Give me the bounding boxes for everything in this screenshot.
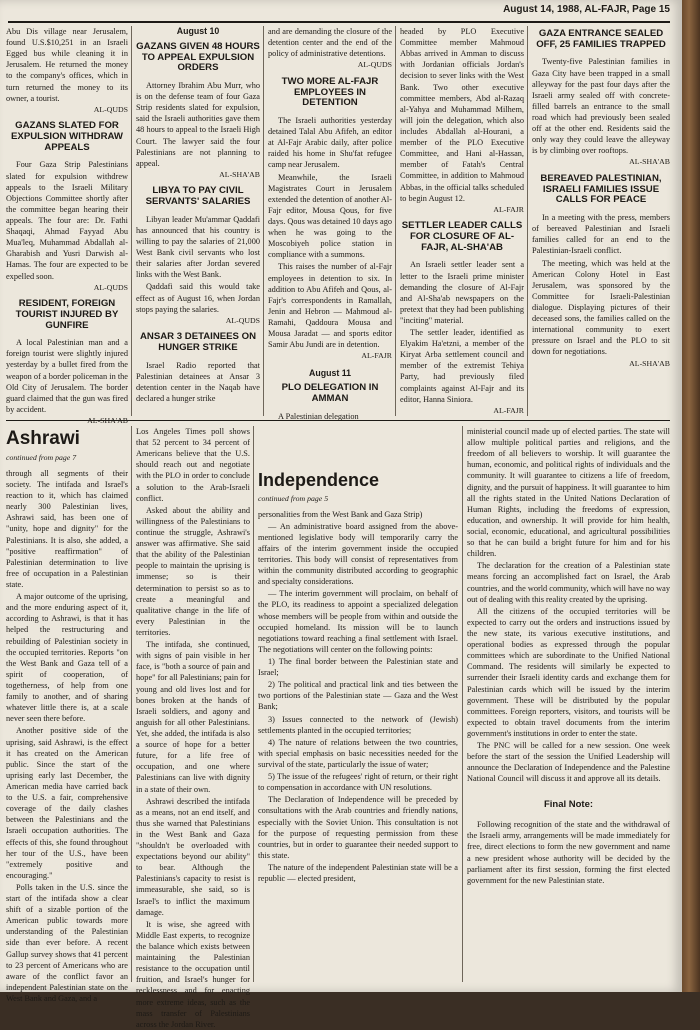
final-note-title: Final Note: — [543, 798, 594, 810]
article-paragraph: The intifada, she continued, with signs of pain visible in her face, is "both a source of pain and hope" for all Palestinians; pain for young and old lives lost and for bones broken at the hands of Israeli soldiers, and agony and anguish for all other Palestinians. Yet, she added, the intifada is also a source of hope for a better future, for a life free of occupation, and one where Palestinians can live with dignity in a state of their own. — [136, 640, 250, 794]
header-rule — [8, 21, 670, 23]
article-paragraph: personalities from the West Bank and Gaza Strip) — [258, 509, 423, 519]
article-paragraph: The Israeli authorities yesterday detained Talal Abu Afifeh, an editor at Al-Fajr Arabic daily, after police raided his home in Shu'fat refugee camp near Jerusalem. — [268, 115, 392, 170]
article-paragraph: A local Palestinian man and a foreign tourist were slightly injured yesterday by a bullet fired from the weapon of a border policeman in the Old City of Jerusalem. The border guard claimed that the gun was fired by accident. — [6, 338, 128, 414]
article-paragraph: In a meeting with the press, members of bereaved Palestinian and Israeli families called for an end to the Palestinian-Israeli conflict. — [532, 213, 670, 256]
article-paragraph: Four Gaza Strip Palestinians slated for expulsion withdrew appeals to the Israeli Military Objections Committee shortly after the committee began hearing their appeals. The four are: Dr. Fathi Shaqaqi, Ahmad Fayyad Abu Mua'leq, Muhammad Abdallah al-Gharabish and Yusri Darwish al-Hamas. The four are expected to be expelled soon. — [6, 160, 128, 281]
ashrawi-title: Ashrawi — [6, 428, 80, 449]
top-column-4 — [400, 26, 524, 414]
article-paragraph: 4) The nature of relations between the two countries, with special emphasis on basic necessities needed for the survival of the state, particularly the issue of water; — [258, 737, 458, 769]
article-paragraph: A Palestinian delegation — [278, 411, 359, 421]
article-paragraph: The Declaration of Independence will be preceded by consultations with the Arab countries and friendly nations, especially with the Soviet Union. This consultation is not for the purpose of requesting permission from these countries, but in order to guarantee their needed support to this state. — [258, 795, 458, 860]
top-column-1 — [6, 26, 128, 426]
book-binding — [682, 0, 700, 992]
independence-column-1 — [258, 426, 458, 982]
article-paragraph: headed by PLO Executive Committee member Mahmoud Abbas arrived in Amman to discuss with Jordanian officials Jordan's decision to sever links with the West Bank. Two other executive committee members, Abd al-Razaq al-Yahya and Muhammad Milhem, will join the delegation, which also includes Abdallah al-Hourani, a member of the PLO Executive Committee, and Hani al-Hassan, member of Fatah's Central Committee, in addition to Mahmoud Abbas, in the official talks scheduled to begin August 12. — [400, 27, 524, 203]
page-header — [8, 4, 670, 15]
column-rule — [253, 426, 254, 982]
article-paragraph: Los Angeles Times poll shows that 52 percent to 34 percent of Americans believe that the U.S. should reach out and negotiate with the PLO in order to conclude a solution to the Arab-Israeli conflict. — [136, 427, 250, 503]
headline-alfajr-employees: TWO MORE AL-FAJR EMPLOYEES IN DETENTION — [281, 75, 379, 109]
article-paragraph: Attorney Ibrahim Abu Murr, who is on the defense team of four Gaza Strip residents slated for expulsion, said the Israeli authorities gave them 48 hours to appeal to the Israeli High Court. The lawyer said the four Palestinians are not planning to appeal. — [136, 80, 260, 168]
article-paragraph: Following recognition of the state and the withdrawal of the Israeli army, arrangements will be made immediately for free, direct elections to form the new government and name a new president whose authority will be decided by the parliament after its first session, forming the first elected government for the new Palestinian state. — [467, 820, 670, 885]
ashrawi-column-2 — [136, 426, 250, 1029]
article-paragraph: — An administrative board assigned from the above-mentioned legislative body will temporarily carry the affairs of the interim government inside the occupied territories. This body will consist of representatives from within the community distributed according to geographic and specialty considerations. — [258, 521, 458, 587]
article-paragraph: ministerial council made up of elected parties. The state will allow multiple political parties and religions, and the freedom of all believers to worship. It will guarantee the human, economic, and political rights of individuals and the community. It will guarantee to citizens a life of freedom, dignity, and the pursuit of happiness. It will guarantee to him all the rights stated in the United Nations Declaration of Human Rights, including the freedoms of expression, education, and ownership. It will provide for him health, social, economic, educational, and agricultural possibilities so that he can build a bright future for him and for his children. — [467, 427, 670, 559]
article-source: AL-QUDS — [225, 315, 260, 325]
article-source: AL-SHA'AB — [219, 169, 260, 179]
article-paragraph: and are demanding the closure of the detention center and the end of the policy of administrative detentions. — [268, 27, 392, 59]
article-paragraph: The declaration for the creation of a Palestinian state means forcing an accomplished fact on Israel, the Arab countries, and the world community, which will have no way out of dealing with this reality created by the uprising. — [467, 561, 670, 604]
section-rule — [6, 420, 670, 421]
column-rule — [395, 26, 396, 416]
article-paragraph: 1) The final border between the Palestinian state and Israel; — [258, 656, 458, 678]
article-paragraph: Asked about the ability and willingness of the Palestinians to continue the struggle, Ashrawi's answer was affirmative. She said that the ability of the Palestinian people to maintain the uprising is immense; so is their determination to persist so as to create a meaningful and qualitative change in the life of every Palestinian in the territories. — [136, 505, 250, 637]
article-source: AL-FAJR — [493, 405, 524, 415]
article-paragraph: All the citizens of the occupied territories will be expected to carry out the orders and instructions issued by the new state, its various executive institutions, and operational bodies as expressed through the popular committees which are subordinate to the Unified National Command. The residents will similarly be expected to surrender their Israeli identity cards and exchange them for Palestinian cards which will be issued by the interim government. These will be distributed by the popular committees. Foreign reporters, visitors, and tourists will be expected to obtain travel documents from the interim government's institutions in order to enter the state. — [467, 606, 670, 738]
article-paragraph: 3) Issues connected to the network of (Jewish) settlements planted in the occupied territories; — [258, 714, 458, 735]
article-paragraph: Polls taken in the U.S. since the start of the intifada show a clear shift of a sizable portion of the American public towards more understanding of the Palestinian side than ever before. A recent Gallup survey shows that 41 percent to 23 percent of Americans who are aware of the conflict favor an independent Palestinian state on the West Bank and Gaza, and a — [6, 882, 128, 1004]
headline-bereaved-families: BEREAVED PALESTINIAN, ISRAELI FAMILIES ISSUE CALLS FOR PEACE — [540, 172, 662, 206]
article-source: AL-QUDS — [93, 104, 128, 114]
article-paragraph: The settler leader, identified as Elyakim Ha'etzni, a member of the Kiryat Arba settlement council and member of the extremist Tehiya Party, had previously filed complaints against Al-Fajr and its editor, Hanna Siniora. — [400, 328, 524, 404]
article-paragraph: This raises the number of al-Fajr employees in detention to six. In addition to Abu Afifeh and Qous, al-Fajr's correspondents in Ramallah, Jenin and Hebron — Mahmoud al-Ramahi, Qaddoura Mousa and Mousa Jaradat — and sports editor Samir Abu Jundi are in detention. — [268, 262, 392, 350]
article-source: AL-SHA'AB — [629, 358, 670, 368]
article-paragraph: Ashrawi described the intifada as a means, not an end itself, and thus she warned that Palestinians in the West Bank and Gaza "shouldn't be overloaded with expectations beyond our ability" to bear. Although the Palestinians's capacity to resist is immeasurable, she said, so is Israel's to inflict the maximum damage. — [136, 796, 250, 917]
column-rule — [462, 426, 463, 982]
article-paragraph: Meanwhile, the Israeli Magistrates Court in Jerusalem extended the detention of another Al-Fajr editor, Mousa Qous, for five days. Qous was detained 10 days ago when he was going to the Moscobiyeh police station in compliance with a summons. — [268, 172, 392, 260]
column-rule — [131, 426, 132, 982]
ashrawi-column-1 — [6, 426, 128, 1004]
continued-line: continued from page 7 — [6, 453, 77, 463]
article-paragraph: through all segments of their society. The intifada and Israel's reaction to it, which has claimed nearly 300 Palestinian lives, Ashrawi said, has been one of "unity, hope and dignity" for the Palestinians. It is also, she added, a "positive reaffirmation" of Palestinian determination to live free of occupation in a Palestinian state. — [6, 468, 128, 589]
headline-ansar-hunger-strike: ANSAR 3 DETAINEES ON HUNGER STRIKE — [139, 331, 257, 353]
spacer — [258, 426, 458, 468]
article-paragraph: — The interim government will proclaim, on behalf of the PLO, its readiness to appoint a specialized delegation whose members will be people from within and outside the occupied homeland. Its mission will be to launch negotiations toward reaching a final settlement with Israel. The negotiations will center on the following points: — [258, 589, 458, 654]
headline-libya-salaries: LIBYA TO PAY CIVIL SERVANTS' SALARIES — [145, 185, 251, 208]
headline-gazans-withdraw-appeals: GAZANS SLATED FOR EXPULSION WITHDRAW APPEALS — [11, 120, 123, 153]
article-source: AL-SHA'AB — [629, 157, 670, 167]
continued-line: continued from page 5 — [258, 494, 329, 504]
top-column-5 — [532, 26, 670, 414]
article-paragraph: The PNC will be called for a new session. One week before the start of the session the Unified Leadership will announce the Declaration of Independence and the Palestine National Council will discuss it and approve all its details. — [467, 741, 670, 784]
headline-tourist-injured: RESIDENT, FOREIGN TOURIST INJURED BY GUNFIRE — [15, 298, 119, 331]
article-paragraph: Twenty-five Palestinian families in Gaza City have been trapped in a small alleyway for the past four days after the Israeli army sealed off with concrete-filled barrels an entrance to the small road which had previously been sealed off at the other end. Residents said the only way they could leave the alleyway is by climbing over rooftops. — [532, 57, 670, 156]
article-source: AL-QUDS — [93, 282, 128, 292]
dateline: August 10 — [176, 26, 220, 36]
article-paragraph: Abu Dis village near Jerusalem, found U.S.$10,251 in an Israeli Egged bus while cleaning it in Jerusalem. He returned the money to the company's offices, which in turn returned the money to its owner, a tourist. — [6, 27, 128, 103]
article-paragraph: Another positive side of the uprising, said Ashrawi, is the effect it has created on the American public. Since the start of the uprising early last December, the American media have carried back to the U.S. a fair, comprehensive coverage of the daily clashes between the Palestinians and the Israeli occupation authorities. The effects of this, she found throughout her tour of the U.S., have been "extremely positive and encouraging." — [6, 726, 128, 880]
headline-plo-delegation: PLO DELEGATION IN AMMAN — [281, 382, 379, 405]
independence-title: Independence — [258, 470, 380, 490]
article-source: AL-QUDS — [357, 60, 392, 70]
column-rule — [527, 26, 528, 416]
article-paragraph: The nature of the independent Palestinian state will be a republic — elected president, — [258, 862, 458, 884]
article-source: AL-FAJR — [493, 204, 524, 214]
article-paragraph: The meeting, which was held at the American Colony Hotel in East Jerusalem, was sponsored by the Committee for Israeli-Palestinian dialogue. Displaying pictures of their deceased sons, the families called on the international community to exert pressure on Israel and the PLO to sit down for negotiations. — [532, 258, 670, 357]
independence-column-2 — [467, 426, 670, 982]
column-rule — [263, 26, 264, 416]
article-paragraph: An Israeli settler leader sent a letter to the Israeli prime minister demanding the closure of Al-Fajr and Al-Sha'ab newspapers on the pretext that they had been publishing "inciting" material. — [400, 260, 524, 325]
top-column-2 — [136, 26, 260, 414]
article-paragraph: It is wise, she agreed with Middle East experts, to recognize the balance which exists between maintaining the Palestinian resistance to the occupation until fruition, and Israel's hunger for recklessness and for enacting more extreme ideas, such as the mass transfer of Palestinians across the Jordan River. — [136, 919, 250, 1029]
article-paragraph: Libyan leader Mu'ammar Qaddafi has announced that his country is willing to pay the salaries of 21,000 West Bank civil servants who lost their salaries after Jordan severed links with the West Bank. — [136, 214, 260, 280]
article-paragraph: Israel Radio reported that Palestinian detainees at Ansar 3 detention center in the Naqab have declared a hunger strike — [136, 360, 260, 403]
article-paragraph: 5) The issue of the refugees' right of return, or their right to compensation in accordance with UN resolutions. — [258, 772, 458, 793]
article-source: AL-FAJR — [361, 351, 392, 361]
page-header-text: August 14, 1988, AL-FAJR, Page 15 — [503, 4, 670, 15]
headline-gaza-entrance: GAZA ENTRANCE SEALED OFF, 25 FAMILIES TRAPPED — [536, 28, 666, 50]
article-paragraph: A major outcome of the uprising, and the more enduring aspect of it, according to Ashrawi, is that it has helped the restructuring and rebuilding of Palestinian society in the occupied territories. Reports "on the West Bank and Gaza tell of a spirit of cooperation, of togetherness, of help from one family to another, and of sharing whatever little there is, at a scale never seen there before. — [6, 592, 128, 724]
column-rule — [131, 26, 132, 416]
headline-gazans-48-hours: GAZANS GIVEN 48 HOURS TO APPEAL EXPULSION ORDERS — [136, 40, 260, 74]
dateline: August 11 — [308, 367, 352, 378]
headline-settler-leader: SETTLER LEADER CALLS FOR CLOSURE OF AL-FAJR, AL-SHA'AB — [401, 220, 523, 253]
top-column-3 — [268, 26, 392, 421]
article-paragraph: 2) The political and practical link and ties between the two portions of the Palestinian state — Gaza and the West Bank; — [258, 680, 458, 712]
article-paragraph: Qaddafi said this would take effect as of August 16, when Jordan stops paying the salaries. — [136, 282, 260, 314]
article-source: AL-SHA'AB — [87, 416, 128, 426]
